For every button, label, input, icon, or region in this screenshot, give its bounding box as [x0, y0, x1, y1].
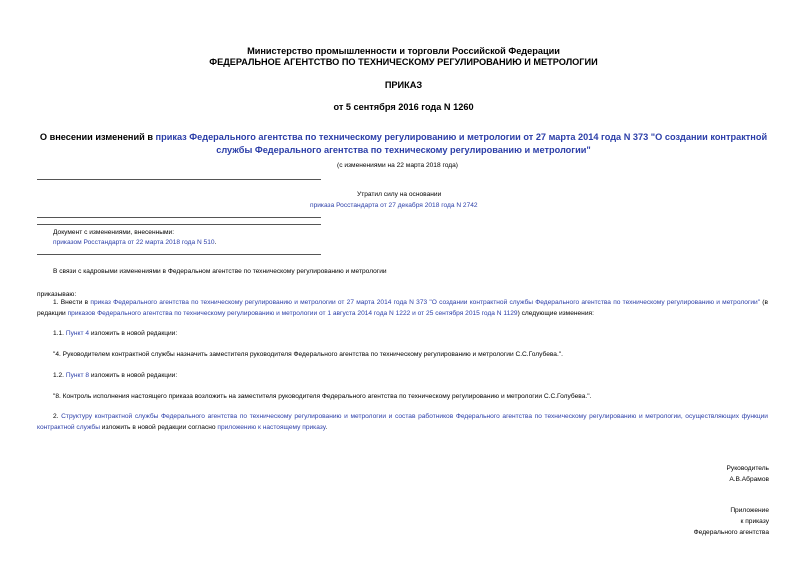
p2-end: .	[325, 423, 328, 431]
divider	[37, 217, 321, 218]
paragraph-1-1	[53, 330, 177, 337]
ministry-name: Министерство промышленности и торговли Российской Федерации	[247, 46, 560, 56]
appendix-line-2: к приказу	[740, 518, 769, 525]
p1-start: 1. Внести в	[53, 299, 91, 306]
appendix-line-1: Приложение	[730, 507, 769, 514]
p12-end: изложить в новой редакции:	[89, 372, 178, 379]
p12-start: 1.2.	[53, 372, 66, 379]
p2-structure-link[interactable]: Структуру контрактной службы Федерального агентства по техническому регулированию и метрологии и состав работников Федерального агентства по техническому регулированию и метрологии, осуществляющих функции контрактной службы	[37, 413, 768, 431]
changes-suffix: .	[214, 239, 217, 246]
document-title	[0, 131, 807, 157]
title-amended-order-link[interactable]: приказ Федерального агентства по техническому регулированию и метрологии от 27 марта 2014 года N 373 "О создании контрактной	[155, 132, 768, 142]
p2-mid: изложить в новой редакции согласно	[99, 423, 218, 431]
p11-start: 1.1.	[53, 330, 66, 337]
changes-line	[53, 239, 216, 246]
appendix-line-3: Федерального агентства	[693, 529, 769, 536]
p1-amendments-link[interactable]: приказов Федерального агентства по техническому регулированию и метрологии от 1 августа 2014 года N 1222 и от 25 сентября 2015 года N 1129	[67, 309, 518, 317]
paragraph-1-2	[53, 372, 177, 379]
signature-name: А.В.Абрамов	[729, 476, 769, 483]
signature-position: Руководитель	[726, 465, 769, 472]
paragraph-1	[37, 298, 768, 319]
repealed-label: Утратил силу на основании	[357, 191, 442, 198]
quote-point-4: "4. Руководителем контрактной службы назначить заместителя руководителя Федерального агентства по техническому регулированию и метрологии С.С.Голубева.".	[53, 351, 563, 358]
divider	[37, 224, 321, 225]
repealed-order-link[interactable]: приказа Росстандарта от 27 декабря 2018 года N 2742	[310, 202, 478, 209]
title-amended-order-link-cont[interactable]: службы Федерального агентства по техническому регулированию и метрологии"	[216, 145, 591, 155]
quote-point-8: "8. Контроль исполнения настоящего приказа возложить на заместителя руководителя Федерального агентства по техническому регулированию и метрологии С.С.Голубева.".	[53, 393, 592, 400]
agency-name: ФЕДЕРАЛЬНОЕ АГЕНТСТВО ПО ТЕХНИЧЕСКОМУ РЕГУЛИРОВАНИЮ И МЕТРОЛОГИИ	[209, 57, 598, 67]
divider	[37, 254, 321, 255]
point-4-link[interactable]: Пункт 4	[65, 330, 89, 337]
document-type: ПРИКАЗ	[384, 80, 423, 90]
amended-note: (с изменениями на 22 марта 2018 года)	[337, 162, 458, 169]
title-prefix: О внесении изменений в	[39, 132, 156, 142]
p1-order-link[interactable]: приказ Федерального агентства по техническому регулированию и метрологии от 27 марта 2014 года N 373 "О создании контрактной службы Федерального агентства по техническому регулированию и метрологии"	[90, 299, 761, 306]
p1-end: ) следующие изменения:	[517, 309, 594, 317]
divider	[37, 179, 321, 180]
changes-order-link[interactable]: приказом Росстандарта от 22 марта 2018 года N 510	[53, 239, 215, 246]
p1-mid: (в редакции	[37, 299, 768, 317]
p2-start: 2.	[53, 413, 62, 420]
p2-appendix-link[interactable]: приложению к настоящему приказу	[217, 423, 326, 431]
document-date-number: от 5 сентября 2016 года N 1260	[333, 102, 474, 112]
point-8-link[interactable]: Пункт 8	[65, 372, 89, 379]
paragraph-2	[37, 412, 768, 433]
p11-end: изложить в новой редакции:	[89, 330, 178, 337]
intro-text: В связи с кадровыми изменениями в Федеральном агентстве по техническому регулированию и метрологии	[53, 268, 387, 275]
order-word: приказываю:	[37, 291, 77, 298]
changes-label: Документ с изменениями, внесенными:	[53, 229, 175, 236]
